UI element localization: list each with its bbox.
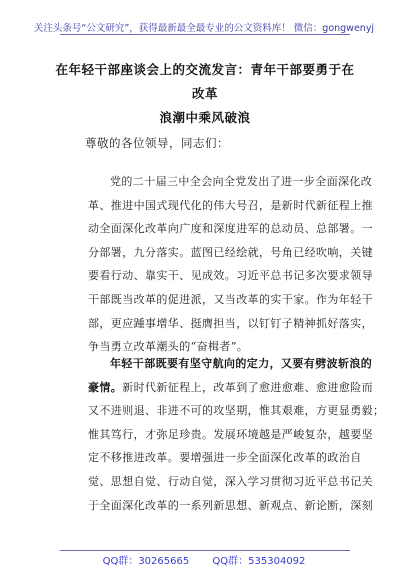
paragraph-line: 分部署，九分落实。蓝图已经绘就，号角已经吹响，关键 (88, 245, 373, 259)
paragraph-line (88, 376, 374, 400)
paragraph-line: 又不进则退、非进不可的攻坚期，惟其艰难，方更显勇毅； (88, 404, 385, 418)
header-divider (60, 34, 350, 35)
bold-lead-end: 豪情。 (88, 380, 123, 394)
paragraph-2 (88, 352, 385, 517)
paragraph-1 (88, 170, 373, 359)
title-line-2: 浪潮中乘风破浪 (159, 110, 251, 125)
footer (0, 552, 408, 567)
paragraph-line: 定不移推进改革。要增强进一步全面深化改革的政治自 (88, 451, 362, 465)
bold-lead: 年轻干部既要有坚守航向的定力，又要有劈波斩浪的 (110, 357, 373, 370)
title-line-1: 在年轻干部座谈会上的交流发言：青年干部要勇于在改革 (55, 62, 355, 101)
header-banner: 关注头条号“公文研究”，获得最新最全最专业的公文资料库！ 微信：gongwenyj (33, 23, 375, 34)
footer-qq-group-1: QQ群：30265665 (102, 556, 190, 567)
footer-divider (60, 550, 350, 551)
paragraph-line: 要看行动、靠实干、见成效。习近平总书记多次要求领导 (88, 269, 373, 283)
paragraph-line: 惟其笃行，才弥足珍贵。发展环境越是严峻复杂，越要坚 (88, 427, 373, 441)
paragraph-line: 革、推进中国式现代化的伟大号召，是新时代新征程上推 (88, 198, 373, 212)
footer-qq-group-2: QQ群：535304092 (212, 556, 306, 567)
paragraph-line: 部，更应踵事增华、挺膺担当，以钉钉子精神抓好落实， (88, 316, 373, 330)
paragraph-line: 于全面深化改革的一系列新思想、新观点、新论断，深刻 (88, 498, 373, 512)
salutation: 尊敬的各位领导，同志们： (85, 136, 229, 150)
paragraph-line: 争当勇立改革潮头的“奋楫者”。 (88, 340, 249, 354)
paragraph-line: 动全面深化改革向广度和深度进军的总动员、总部署。一 (88, 222, 373, 236)
paragraph-line: 觉、思想自觉、行动自觉，深入学习贯彻习近平总书记关 (88, 474, 373, 488)
paragraph-line: 党的二十届三中全会向全党发出了进一步全面深化改 (110, 175, 373, 188)
paragraph-line: 干部既当改革的促进派，又当改革的实干家。作为年轻干 (88, 292, 373, 306)
document-title (50, 58, 360, 130)
paragraph-text: 新时代新征程上，改革到了愈进愈难、愈进愈险而 (122, 380, 374, 394)
paragraph-bold-line (88, 352, 373, 376)
